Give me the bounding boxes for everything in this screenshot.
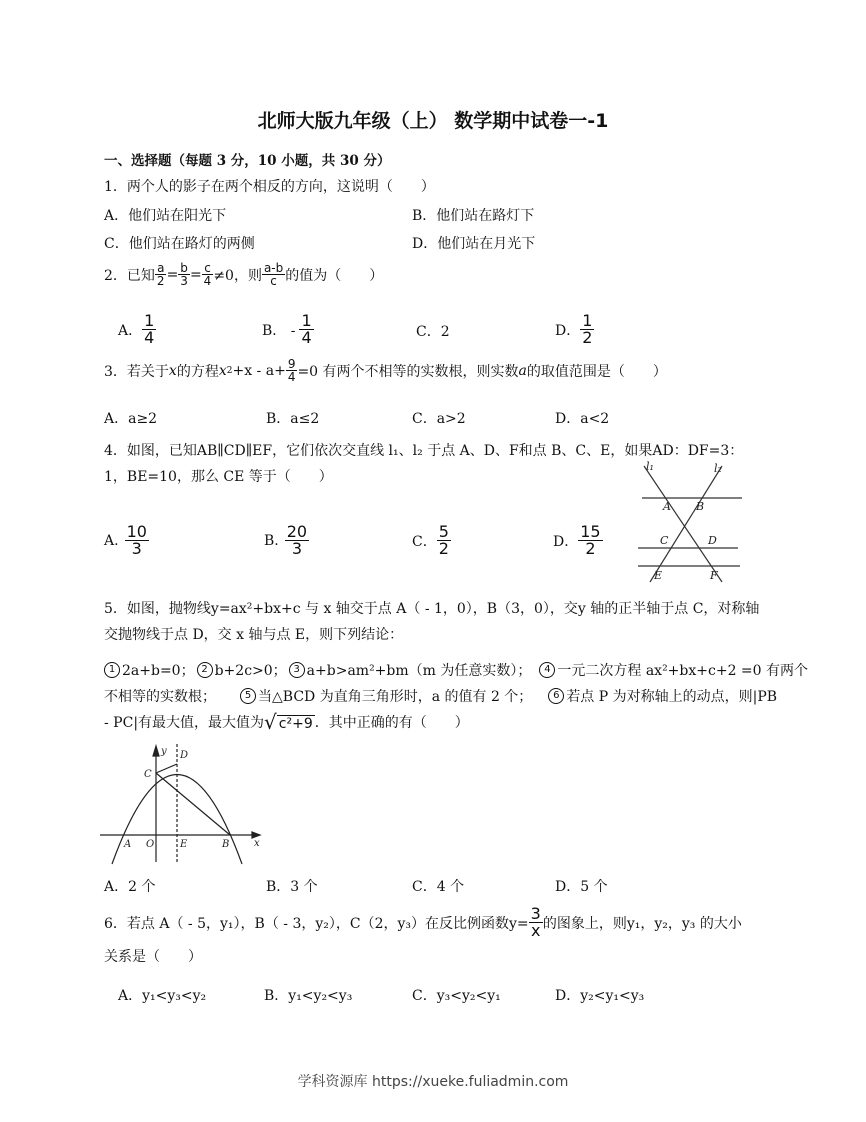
question-1-option-b: B．他们站在路灯下 bbox=[412, 208, 535, 224]
label-c: C bbox=[660, 534, 669, 547]
question-5-option-a: A．2 个 bbox=[104, 879, 156, 895]
label-y: y bbox=[161, 746, 167, 757]
label-d: D bbox=[180, 750, 189, 761]
question-2-option-a: A． $\frac{1}{4}$ bbox=[118, 311, 155, 347]
question-5-statements-1: 1 2a+b=0； 2 b+2c>0； 3 a+b>am²+bm（m 为任意实数）； 4 一元二次方程 ax²+bx+c+2 =0 有两个 bbox=[104, 660, 808, 680]
question-6-option-a: A．y₁<y₃<y₂ bbox=[118, 988, 207, 1004]
q2-post: 的值为（ ） bbox=[285, 267, 384, 284]
question-2-option-c: C．2 bbox=[416, 324, 450, 340]
question-5-statements-3: - PC|有最大值，最大值为 √ c²+9 ．其中正确的有（ ） bbox=[104, 710, 469, 734]
question-2-option-b: B． - $\frac{1}{4}$ bbox=[262, 311, 312, 347]
footer-watermark: 学科资源库 https://xueke.fuliadmin.com bbox=[297, 1074, 569, 1090]
question-1-option-d: D．他们站在月光下 bbox=[412, 236, 536, 252]
question-5-option-c: C．4 个 bbox=[412, 879, 465, 895]
fraction-a-2: $\frac{a}{2}$ bbox=[156, 261, 165, 288]
question-3-option-c: C．a>2 bbox=[412, 411, 466, 427]
line-l2 bbox=[650, 466, 722, 582]
label-a: A bbox=[663, 500, 671, 513]
page-title: 北师大版九年级（上） 数学期中试卷一-1 bbox=[257, 110, 609, 132]
question-5-option-b: B．3 个 bbox=[266, 879, 318, 895]
question-2-stem: 2．已知 $\frac{a}{2}$ = $\frac{b}{3}$ = $\frac{c}{4}$ ≠0，则 $\frac{a-b}{c}$ 的值为（ ） bbox=[104, 261, 384, 288]
question-5-line-1: 5．如图，抛物线y=ax²+bx+c 与 x 轴交于点 A（ - 1，0），B（3，0），交y 轴的正半轴于点 C，对称轴 bbox=[104, 601, 760, 617]
label-b: B bbox=[696, 500, 705, 513]
q2-pre: 2．已知 bbox=[104, 267, 155, 284]
label-e: E bbox=[180, 839, 188, 850]
label-b: B bbox=[222, 839, 230, 850]
fraction-a-minus-b-over-c: $\frac{a-b}{c}$ bbox=[263, 261, 284, 288]
question-4-option-d: D． $\frac{15}{2}$ bbox=[553, 522, 601, 558]
question-4-option-a: A. $\frac{10}{3}$ bbox=[104, 522, 147, 558]
label-l2: l₂ bbox=[714, 462, 722, 475]
line-l1 bbox=[644, 466, 722, 582]
question-1-option-c: C．他们站在路灯的两侧 bbox=[104, 236, 255, 252]
label-f: F bbox=[710, 569, 718, 582]
y-axis-arrow bbox=[153, 746, 159, 756]
question-6-option-d: D．y₂<y₁<y₃ bbox=[555, 988, 645, 1004]
question-3-option-a: A．a≥2 bbox=[104, 411, 158, 427]
question-5-line-2: 交抛物线于点 D，交 x 轴与点 E，则下列结论： bbox=[104, 627, 404, 643]
question-2-option-d: D． $\frac{1}{2}$ bbox=[555, 311, 593, 347]
label-o: O bbox=[146, 839, 155, 850]
question-3-option-b: B．a≤2 bbox=[266, 411, 320, 427]
question-4-option-b: B. $\frac{20}{3}$ bbox=[264, 522, 308, 558]
question-6-option-b: B．y₁<y₂<y₃ bbox=[264, 988, 353, 1004]
label-d: D bbox=[708, 534, 717, 547]
question-4-option-c: C． $\frac{5}{2}$ bbox=[412, 522, 449, 558]
fraction-c-4: $\frac{c}{4}$ bbox=[203, 261, 212, 288]
question-4-line-1: 4．如图，已知AB∥CD∥EF，它们依次交直线 l₁、l₂ 于点 A、D、F和点 B、C、E，如果AD：DF=3： bbox=[104, 443, 744, 459]
sqrt-expression: √ c²+9 bbox=[264, 710, 313, 734]
question-3-stem: 3．若关于 x 的方程 x 2 +x - a+ $\frac{9}{4}$ =0 有两个不相等的实数根，则实数 a 的取值范围是（ ） bbox=[104, 357, 667, 384]
question-6-option-c: C．y₃<y₂<y₁ bbox=[412, 988, 501, 1004]
label-c: C bbox=[144, 769, 152, 780]
question-6-line-2: 关系是（ ） bbox=[104, 949, 202, 965]
label-l1: l₁ bbox=[646, 460, 654, 473]
segment-cd bbox=[156, 764, 177, 773]
fraction-b-3: $\frac{b}{3}$ bbox=[180, 261, 188, 288]
q2-mid: ≠0，则 bbox=[213, 267, 262, 284]
question-3-option-d: D．a<2 bbox=[555, 411, 610, 427]
question-6-line-1: 6．若点 A（ - 5，y₁），B（ - 3，y₂），C（2，y₃）在反比例函数y= $\frac{3}{x}$ 的图象上，则y₁，y₂，y₃ 的大小 bbox=[104, 904, 742, 940]
question-5-option-d: D．5 个 bbox=[555, 879, 608, 895]
question-1-stem: 1．两个人的影子在两个相反的方向，这说明（ ） bbox=[104, 179, 435, 195]
parabola-figure bbox=[100, 740, 270, 868]
segment-cb bbox=[156, 773, 230, 835]
question-5-statements-2: 不相等的实数根； 5 当△BCD 为直角三角形时，a 的值有 2 个； 6 若点 P 为对称轴上的动点，则|PB bbox=[104, 689, 778, 705]
label-x: x bbox=[254, 838, 260, 849]
section-heading: 一、选择题（每题 3 分，10 小题，共 30 分） bbox=[104, 153, 391, 169]
label-e: E bbox=[654, 569, 663, 582]
question-1-option-a: A．他们站在阳光下 bbox=[104, 208, 227, 224]
parallel-lines-figure bbox=[630, 458, 750, 586]
question-4-line-2: 1，BE=10，那么 CE 等于（ ） bbox=[104, 469, 333, 485]
label-a: A bbox=[124, 839, 132, 850]
